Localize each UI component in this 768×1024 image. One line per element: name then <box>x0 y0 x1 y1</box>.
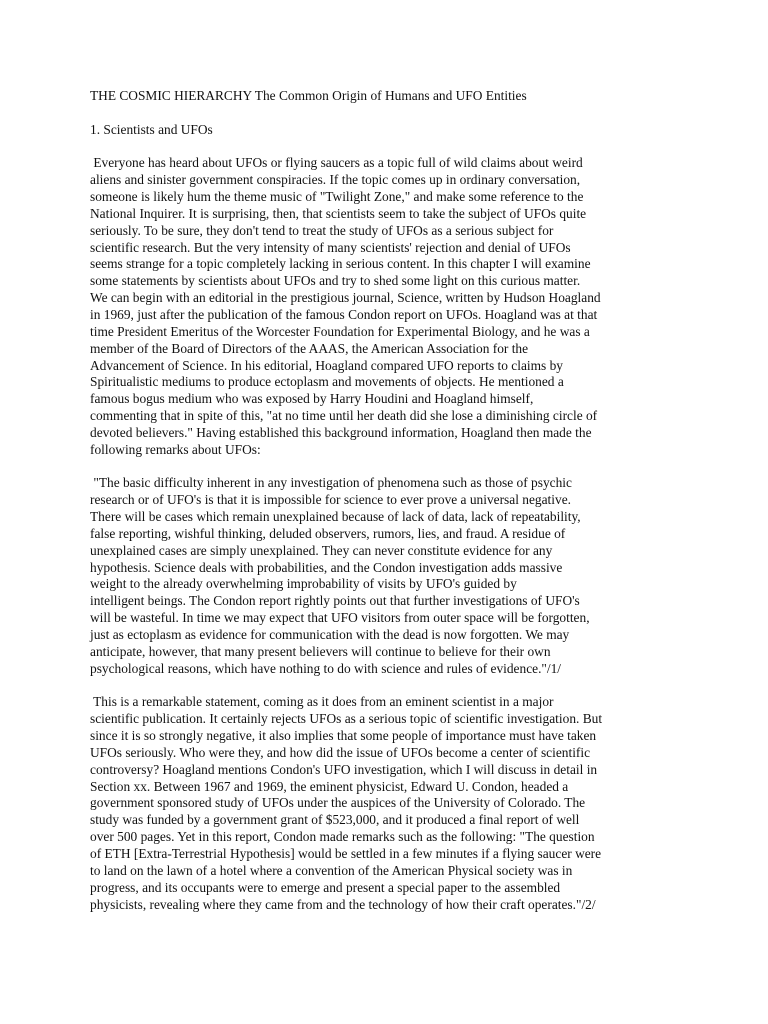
paragraph-line: since it is so strongly negative, it also implies that some people of importance must have taken <box>90 728 597 744</box>
paragraph-line: psychological reasons, which have nothing to do with science and rules of evidence."/1/ <box>90 660 562 676</box>
paragraph-line: famous bogus medium who was exposed by Harry Houdini and Hoagland himself, <box>90 391 534 407</box>
paragraph-line: following remarks about UFOs: <box>90 441 261 457</box>
paragraph-line: over 500 pages. Yet in this report, Condon made remarks such as the following: "The question <box>90 829 595 845</box>
paragraph-line: will be wasteful. In time we may expect that UFO visitors from outer space will be forgotten, <box>90 610 590 626</box>
paragraph-line: false reporting, wishful thinking, deluded observers, rumors, lies, and fraud. A residue of <box>90 525 566 541</box>
paragraph-line: National Inquirer. It is surprising, then, that scientists seem to take the subject of UFOs quite <box>90 205 587 221</box>
paragraph-line: scientific research. But the very intensity of many scientists' rejection and denial of UFOs <box>90 239 571 255</box>
paragraph-line: "The basic difficulty inherent in any investigation of phenomena such as those of psychic <box>90 475 572 491</box>
paragraph-line: in 1969, just after the publication of the famous Condon report on UFOs. Hoagland was at that <box>90 306 598 322</box>
paragraph-line: intelligent beings. The Condon report rightly points out that further investigations of UFO's <box>90 593 580 609</box>
paragraph-line: devoted believers." Having established this background information, Hoagland then made the <box>90 424 592 440</box>
paragraph-line: weight to the already overwhelming improbability of visits by UFO's guided by <box>90 576 517 592</box>
paragraph-line: government sponsored study of UFOs under the auspices of the University of Colorado. The <box>90 795 586 811</box>
paragraph-line: This is a remarkable statement, coming as it does from an eminent scientist in a major <box>90 694 554 710</box>
paragraph-line: Section xx. Between 1967 and 1969, the eminent physicist, Edward U. Condon, headed a <box>90 778 569 794</box>
document-title: THE COSMIC HIERARCHY The Common Origin of Humans and UFO Entities <box>90 88 527 103</box>
paragraph-line: seriously. To be sure, they don't tend to treat the study of UFOs as a serious subject for <box>90 222 554 238</box>
section-heading: 1. Scientists and UFOs <box>90 121 213 137</box>
paragraph-line: progress, and its occupants were to emerge and present a special paper to the assembled <box>90 879 561 895</box>
paragraph-line: Everyone has heard about UFOs or flying saucers as a topic full of wild claims about weird <box>90 155 583 171</box>
paragraph-line: aliens and sinister government conspiracies. If the topic comes up in ordinary conversation, <box>90 172 581 188</box>
paragraph-line: someone is likely hum the theme music of "Twilight Zone," and make some reference to the <box>90 189 584 205</box>
paragraph-line: Spiritualistic mediums to produce ectoplasm and movements of objects. He mentioned a <box>90 374 564 390</box>
paragraph-line: controversy? Hoagland mentions Condon's UFO investigation, which I will discuss in detail in <box>90 761 598 777</box>
paragraph-line: just as ectoplasm as evidence for communication with the dead is now forgotten. We may <box>90 627 570 642</box>
body-paragraph <box>90 694 720 913</box>
paragraph-line: We can begin with an editorial in the prestigious journal, Science, written by Hudson Hoagland <box>90 290 601 306</box>
body-paragraph <box>90 475 720 677</box>
paragraph-line: UFOs seriously. Who were they, and how did the issue of UFOs become a center of scientific <box>90 744 591 760</box>
paragraph-line: to land on the lawn of a hotel where a convention of the American Physical society was in <box>90 862 573 878</box>
paragraph-line: physicists, revealing where they came from and the technology of how their craft operates."/2/ <box>90 896 596 912</box>
paragraph-line: study was funded by a government grant of $523,000, and it produced a final report of well <box>90 812 580 828</box>
paragraph-line: hypothesis. Science deals with probabilities, and the Condon investigation adds massive <box>90 559 563 575</box>
title-block <box>90 88 720 105</box>
paragraph-line: time President Emeritus of the Worcester Foundation for Experimental Biology, and he was a <box>90 323 590 339</box>
paragraph-line: There will be cases which remain unexplained because of lack of data, lack of repeatability, <box>90 509 581 525</box>
section-heading-block <box>90 122 720 139</box>
paragraph-line: anticipate, however, that many present believers will continue to believe for their own <box>90 643 551 659</box>
document-body <box>90 155 720 913</box>
paragraph-line: commenting that in spite of this, "at no time until her death did she lose a diminishing circle of <box>90 408 598 424</box>
paragraph-line: seems strange for a topic completely lacking in serious content. In this chapter I will examine <box>90 256 591 272</box>
paragraph-line: Advancement of Science. In his editorial, Hoagland compared UFO reports to claims by <box>90 357 564 373</box>
paragraph-line: unexplained cases are simply unexplained. They can never constitute evidence for any <box>90 542 553 558</box>
body-paragraph <box>90 155 720 458</box>
paragraph-line: scientific publication. It certainly rejects UFOs as a serious topic of scientific investigation. But <box>90 711 603 727</box>
paragraph-line: member of the Board of Directors of the AAAS, the American Association for the <box>90 340 529 356</box>
paragraph-line: research or of UFO's is that it is impossible for science to ever prove a universal negative. <box>90 492 571 508</box>
paragraph-line: of ETH [Extra-Terrestrial Hypothesis] would be settled in a few minutes if a flying saucer were <box>90 845 602 861</box>
document-page <box>90 88 720 930</box>
paragraph-line: some statements by scientists about UFOs and try to shed some light on this curious matter. <box>90 273 581 289</box>
